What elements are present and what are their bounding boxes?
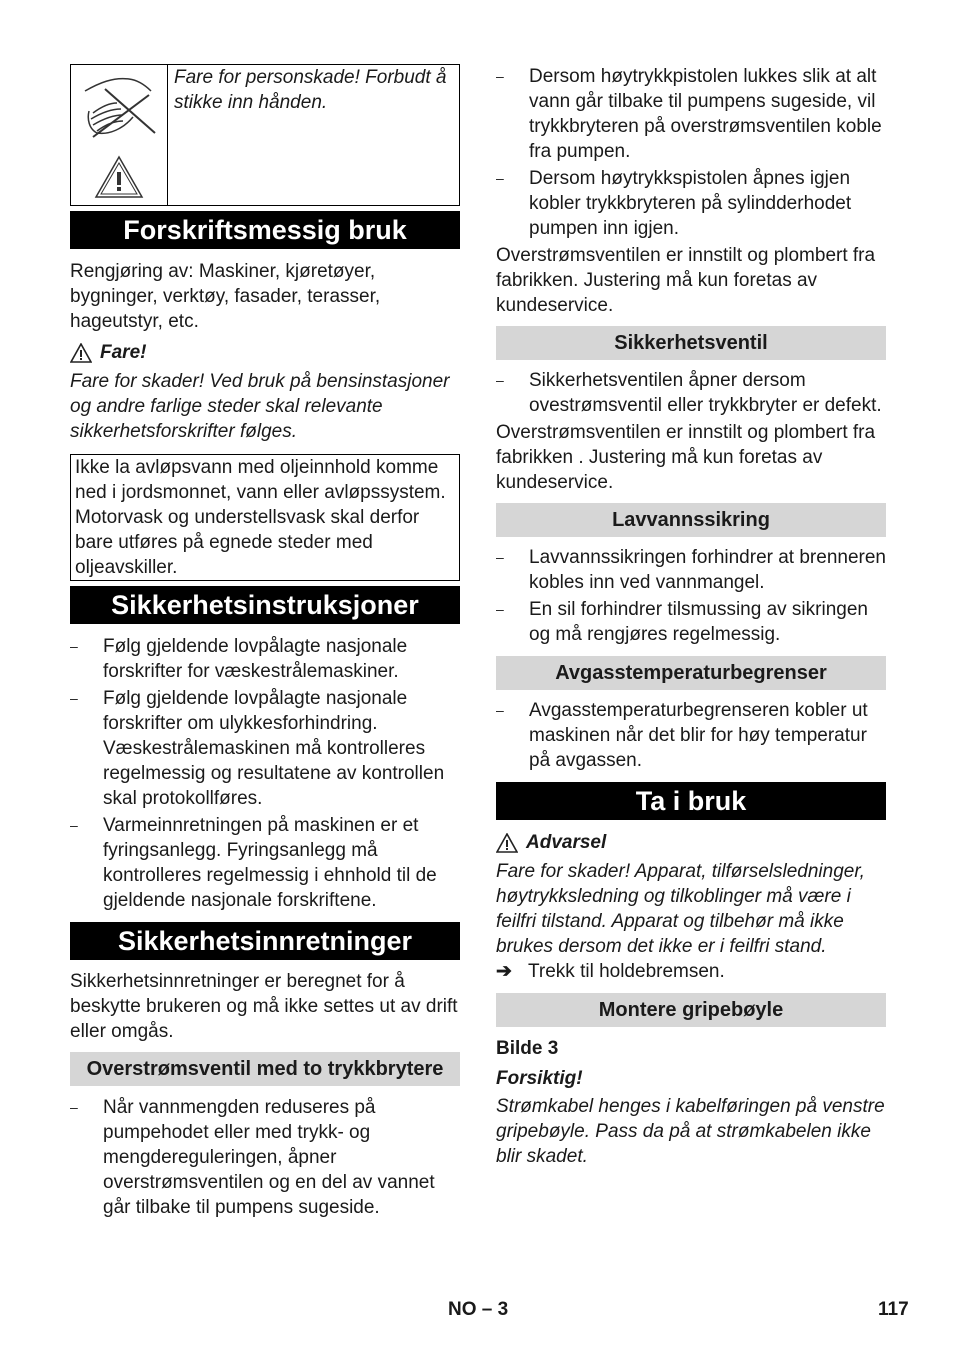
figure-reference: Bilde 3	[496, 1038, 559, 1059]
safety-valve-note: Overstrømsventilen er innstilt og plombert fra fabrikken . Justering må kun foretas av kundeservice.	[496, 422, 876, 493]
list-item: – Når vannmengden reduseres på pumpehodet eller med trykk- og mengdereguleringen, åpner overstrømsventilen og en del av vannet går tilbake til pumpens sugeside.	[70, 1095, 460, 1220]
warning-note	[496, 830, 886, 855]
intended-use-text: Rengjøring av: Maskiner, kjøretøyer, bygninger, verktøy, fasader, terasser, hageutstyr, etc.	[70, 261, 381, 332]
safety-devices-text: Sikkerhetsinnretninger er beregnet for å beskytte brukeren og må ikke settes ut av drift eller omgås.	[70, 971, 458, 1042]
list-item: – Følg gjeldende lovpålagte nasjonale forskrifter om ulykkesforhindring. Væskestrålemaskinen må kontrolleres regelmessig og resultatene av kontrollen skal protokollføres.	[70, 686, 460, 811]
low-water-list	[496, 545, 886, 647]
warning-label: Advarsel	[526, 832, 607, 853]
no-hand-icon	[79, 69, 159, 139]
danger-label: Fare!	[100, 342, 147, 363]
warning-text: Fare for skader! Apparat, tilførselsledninger, høytrykksledning og tilkoblinger må være i feilfri tilstand. Apparat og tilbehør må ikke brukes dersom det ikke er i feilfri stand.	[496, 861, 865, 957]
hazard-text: Fare for personskade! Forbudt å stikke inn hånden.	[174, 67, 447, 113]
section-heading-sikkerhetsinstruksjoner: Sikkerhetsinstruksjoner	[70, 586, 460, 624]
warning-triangle-icon	[496, 833, 518, 853]
overflow-valve-list-continued	[496, 64, 886, 241]
page-number: 117	[878, 1299, 909, 1320]
section-heading-forskriftsmessig: Forskriftsmessig bruk	[70, 211, 460, 249]
subheading-sikkerhetsventil: Sikkerhetsventil	[496, 326, 886, 360]
warning-triangle-icon	[70, 343, 92, 363]
danger-note	[70, 340, 460, 365]
list-item: – En sil forhindrer tilsmussing av sikringen og må rengjøres regelmessig.	[496, 597, 886, 647]
list-item: – Følg gjeldende lovpålagte nasjonale forskrifter for væskestrålemaskiner.	[70, 634, 460, 684]
caution-text: Strømkabel henges i kabelføringen på venstre gripebøyle. Pass da på at strømkabelen ikke blir skadet.	[496, 1096, 885, 1167]
subheading-overstromsventil: Overstrømsventil med to trykkbrytere	[70, 1052, 460, 1086]
exhaust-temp-list	[496, 698, 886, 773]
oil-water-note: Ikke la avløpsvann med oljeinnhold komme ned i jordsmonnet, vann eller avløpssystem. Motorvask og understellsvask skal derfor bare utføres på egnede steder med oljeavskiller.	[70, 454, 460, 581]
arrow-right-icon: ➔	[496, 961, 512, 982]
subheading-avgass: Avgasstemperaturbegrenser	[496, 656, 886, 690]
danger-text: Fare for skader! Ved bruk på bensinstasjoner og andre farlige steder skal relevante sikkerhetsforskrifter følges.	[70, 371, 450, 442]
safety-valve-list	[496, 368, 886, 418]
step-text: Trekk til holdebremsen.	[528, 961, 725, 982]
caution-label: Forsiktig!	[496, 1068, 583, 1089]
section-page-label: NO – 3	[448, 1299, 509, 1320]
subheading-lavvannssikring: Lavvannssikring	[496, 503, 886, 537]
list-item: – Lavvannssikringen forhindrer at brenneren kobles inn ved vannmangel.	[496, 545, 886, 595]
warning-triangle-icon	[94, 155, 144, 199]
left-column	[70, 64, 460, 1220]
hazard-icon-cell	[71, 65, 168, 205]
list-item: – Avgasstemperaturbegrenseren kobler ut maskinen når det blir for høy temperatur på avgassen.	[496, 698, 886, 773]
list-item: – Sikkerhetsventilen åpner dersom ovestrømsventil eller trykkbryter er defekt.	[496, 368, 886, 418]
list-item: – Dersom høytrykkpistolen lukkes slik at alt vann går tilbake til pumpens sugeside, vil trykkbryteren på overstrømsventilen koble fra pumpen.	[496, 64, 886, 164]
right-column	[496, 64, 886, 1169]
section-heading-sikkerhetsinnretninger: Sikkerhetsinnretninger	[70, 922, 460, 960]
overflow-valve-list	[70, 1095, 460, 1220]
overflow-valve-note: Overstrømsventilen er innstilt og plombert fra fabrikken. Justering må kun foretas av kundeservice.	[496, 245, 876, 316]
section-heading-ta-i-bruk: Ta i bruk	[496, 782, 886, 820]
safety-instructions-list	[70, 634, 460, 913]
list-item: – Dersom høytrykkspistolen åpnes igjen kobler trykkbryteren på sylindderhodet pumpen inn igjen.	[496, 166, 886, 241]
list-item: – Varmeinnretningen på maskinen er et fyringsanlegg. Fyringsanlegg må kontrolleres regelmessig i ehnhold til de gjeldende nasjonale forskriftene.	[70, 813, 460, 913]
step-row	[496, 959, 886, 984]
hazard-symbol-table	[70, 64, 460, 206]
subheading-montere-gripeboyle: Montere gripebøyle	[496, 993, 886, 1027]
